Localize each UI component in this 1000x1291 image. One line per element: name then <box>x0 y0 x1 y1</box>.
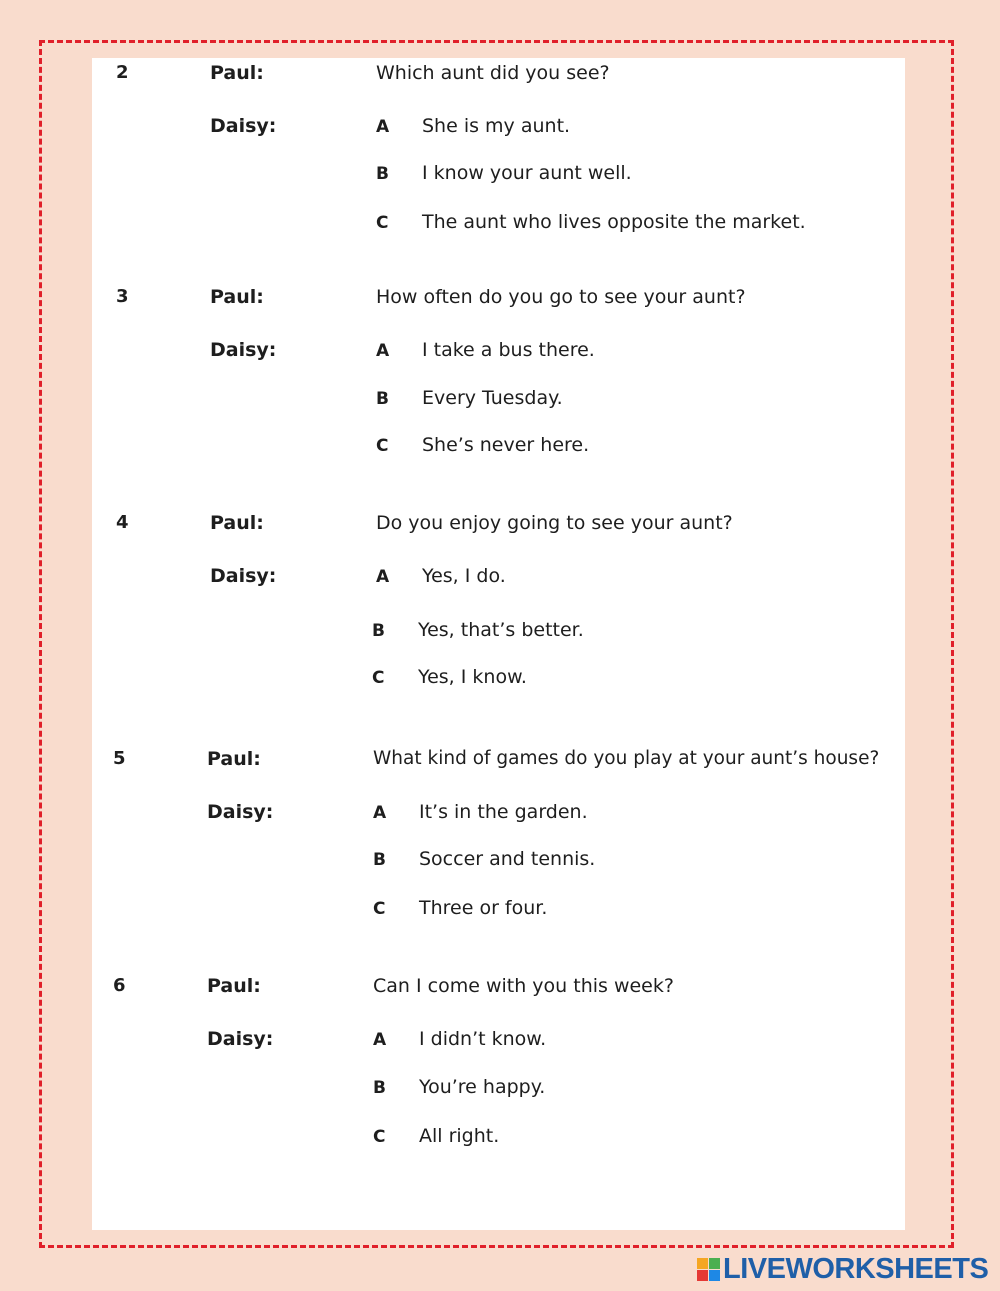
option-a[interactable] <box>373 801 588 823</box>
option-b[interactable] <box>376 162 632 184</box>
option-text: I take a bus there. <box>422 339 595 361</box>
option-b[interactable] <box>376 387 563 409</box>
option-text: Yes, I do. <box>422 565 506 587</box>
option-c[interactable] <box>373 1125 499 1147</box>
option-text: Three or four. <box>419 897 548 919</box>
option-text: All right. <box>419 1125 500 1147</box>
option-letter: A <box>376 117 390 137</box>
question-text: How often do you go to see your aunt? <box>376 286 746 308</box>
option-a[interactable] <box>373 1028 546 1050</box>
option-text: She’s never here. <box>422 434 590 456</box>
speaker-paul: Paul: <box>210 286 264 308</box>
option-c[interactable] <box>376 434 589 456</box>
option-text: It’s in the garden. <box>419 801 588 823</box>
option-b[interactable] <box>372 619 584 641</box>
question-text: Do you enjoy going to see your aunt? <box>376 512 733 534</box>
question-text: Can I come with you this week? <box>373 975 674 997</box>
option-letter: A <box>376 567 390 587</box>
question-number: 4 <box>116 512 129 533</box>
option-text: Yes, I know. <box>418 666 527 688</box>
option-letter: C <box>373 1127 386 1147</box>
cube-logo-icon <box>697 1258 721 1282</box>
option-text: You’re happy. <box>419 1076 546 1098</box>
option-letter: A <box>376 341 390 361</box>
option-text: Every Tuesday. <box>422 387 563 409</box>
speaker-daisy: Daisy: <box>210 565 277 587</box>
option-letter: B <box>376 164 389 184</box>
speaker-daisy: Daisy: <box>210 339 277 361</box>
liveworksheets-logo[interactable] <box>697 1255 997 1285</box>
question-number: 5 <box>113 748 126 769</box>
question-number: 6 <box>113 975 126 996</box>
option-a[interactable] <box>376 565 506 587</box>
brand-name: LIVEWORKSHEETS <box>723 1253 989 1285</box>
speaker-paul: Paul: <box>207 748 261 770</box>
worksheet-page <box>92 58 905 1230</box>
option-b[interactable] <box>373 848 595 870</box>
question-number: 3 <box>116 286 129 307</box>
option-text: She is my aunt. <box>422 115 571 137</box>
option-text: The aunt who lives opposite the market. <box>422 211 806 233</box>
option-letter: B <box>372 621 385 641</box>
option-c[interactable] <box>372 666 527 688</box>
option-letter: B <box>376 389 389 409</box>
speaker-paul: Paul: <box>210 62 264 84</box>
option-letter: A <box>373 803 387 823</box>
option-letter: C <box>372 668 385 688</box>
option-text: I know your aunt well. <box>422 162 632 184</box>
speaker-paul: Paul: <box>210 512 264 534</box>
option-a[interactable] <box>376 115 570 137</box>
question-number: 2 <box>116 62 129 83</box>
speaker-daisy: Daisy: <box>210 115 277 137</box>
option-letter: C <box>376 436 389 456</box>
option-letter: B <box>373 1078 386 1098</box>
option-letter: C <box>376 213 389 233</box>
option-text: Soccer and tennis. <box>419 848 596 870</box>
option-letter: C <box>373 899 386 919</box>
option-a[interactable] <box>376 339 595 361</box>
question-text: Which aunt did you see? <box>376 62 610 84</box>
speaker-daisy: Daisy: <box>207 1028 274 1050</box>
option-c[interactable] <box>373 897 547 919</box>
option-letter: B <box>373 850 386 870</box>
option-text: Yes, that’s better. <box>418 619 584 641</box>
question-text: What kind of games do you play at your aunt’s house? <box>373 748 880 769</box>
option-b[interactable] <box>373 1076 545 1098</box>
speaker-daisy: Daisy: <box>207 801 274 823</box>
option-c[interactable] <box>376 211 806 233</box>
option-text: I didn’t know. <box>419 1028 547 1050</box>
speaker-paul: Paul: <box>207 975 261 997</box>
option-letter: A <box>373 1030 387 1050</box>
